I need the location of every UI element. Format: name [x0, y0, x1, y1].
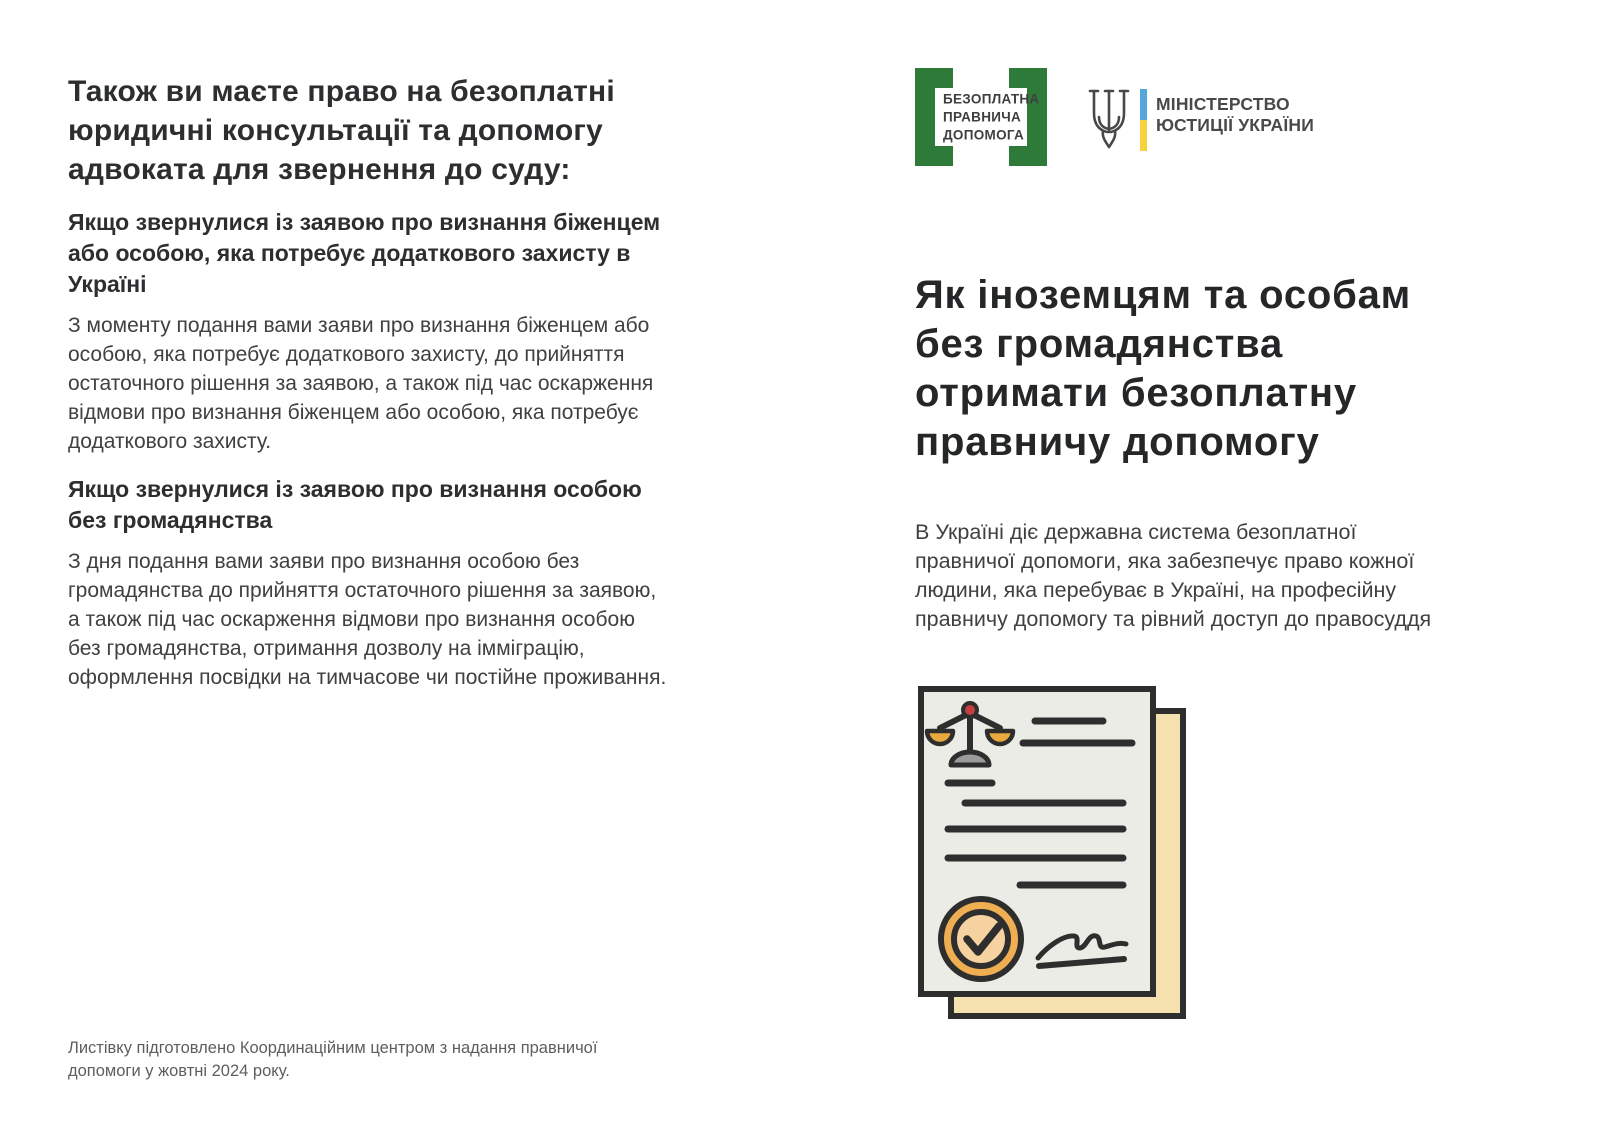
seal-check-icon: [941, 899, 1021, 979]
left-panel: [68, 72, 718, 692]
section-heading: Якщо звернулися із заявою про визнання особою без громадянства: [68, 476, 642, 533]
page-title-line: отримати безоплатну: [915, 371, 1357, 415]
right-panel: [915, 68, 1490, 1031]
page-title: [915, 271, 1490, 467]
flag-blue-half: [1140, 89, 1147, 120]
bpd-logo-text: [943, 90, 1040, 143]
section-statelessness-claim: [68, 474, 668, 692]
bpd-logo-line: БЕЗОПЛАТНА: [943, 91, 1040, 107]
logos-row: [915, 68, 1490, 168]
section-body: З дня подання вами заяви про визнання особою без громадянства до прийняття остаточного рішення за заявою, а також під час оскарження відмови про визнання особою без громадянства, отримання дозволу на імміграцію, оформлення посвідки на тимчасове чи постійне проживання.: [68, 550, 667, 689]
page-title-line: Як іноземцям та особам: [915, 273, 1412, 317]
bpd-logo-line: ПРАВНИЧА: [943, 109, 1022, 125]
page-title-line: правничу допомогу: [915, 420, 1320, 464]
section-heading: Якщо звернулися із заявою про визнання біженцем або особою, яка потребує додаткового захисту в Україні: [68, 209, 661, 297]
legal-document-illustration: [911, 681, 1211, 1031]
bpd-logo-line: ДОПОМОГА: [943, 126, 1025, 142]
ministry-of-justice-logo: [1087, 89, 1314, 151]
left-title-line: Також ви маєте право на безоплатні: [68, 75, 615, 108]
flag-stripe-icon: [1140, 89, 1147, 151]
free-legal-aid-logo: [915, 68, 1047, 166]
trident-icon: [1087, 89, 1131, 151]
ministry-logo-line: ЮСТИЦІЇ УКРАЇНИ: [1156, 114, 1315, 135]
ministry-logo-line: МІНІСТЕРСТВО: [1156, 94, 1290, 114]
scales-pivot-dot: [963, 703, 977, 717]
leaflet-credit-note: Листівку підготовлено Координаційним центром з надання правничої допомоги у жовтні 2024 року.: [68, 1038, 598, 1080]
section-body: З моменту подання вами заяви про визнання біженцем або особою, яка потребує додаткового захисту, до прийняття остаточного рішення за заявою, а також під час оскарження відмови про визнання біженцем або особою, яка потребує додаткового захисту.: [68, 314, 654, 453]
left-title-line: адвоката для звернення до суду:: [68, 153, 571, 186]
left-title: [68, 72, 718, 189]
intro-paragraph: В Україні діє державна система безоплатної правничої допомоги, яка забезпечує право кожної людини, яка перебуває в Україні, на професійну правничу допомогу та рівний доступ до правосуддя: [915, 520, 1432, 631]
ministry-logo-text: [1156, 94, 1314, 135]
flag-yellow-half: [1140, 120, 1147, 151]
page-title-line: без громадянства: [915, 322, 1284, 366]
left-title-line: юридичні консультації та допомогу: [68, 114, 603, 147]
section-refugee-claim: [68, 207, 668, 456]
